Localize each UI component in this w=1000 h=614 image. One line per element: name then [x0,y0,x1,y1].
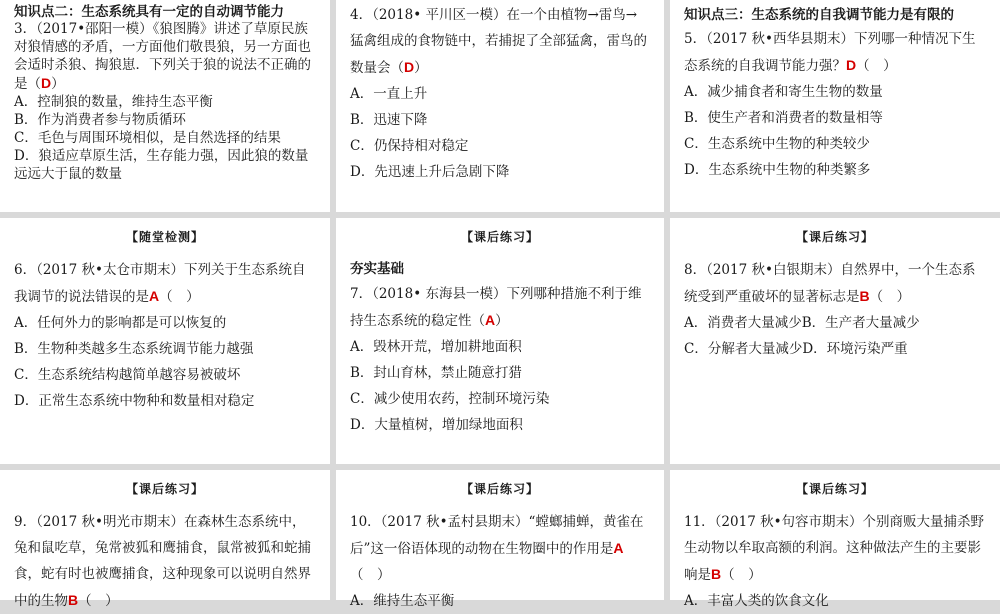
question-text: 3．（2017•邵阳一模）《狼图腾》讲述了草原民族对狼情感的矛盾，一方面他们敬畏狼，另一方面也会适时杀狼、掏狼崽．下列关于狼的说法不正确的是（ [14,21,311,92]
question-text: 8．（2017 秋•白银期末）自然界中，一个生态系统受到严重破坏的显著标志是 [684,262,976,305]
option-b: B．作为消费者参与物质循环 [14,112,186,128]
option-d: D．生态系统中生物的种类繁多 [684,162,871,178]
question-text: 4．（2018• 平川区一模）在一个由植物→雷鸟→猛禽组成的食物链中，若捕捉了全部猛禽，雷鸟的数量会（ [350,7,647,76]
question-text: 6．（2017 秋•太仓市期末）下列关于生态系统自我调节的说法错误的是 [14,262,306,305]
option-a: A．减少捕食者和寄生生物的数量 [684,84,883,100]
question-paren: （ ） [721,567,762,583]
question-paren: ） [51,76,65,92]
question-text: 11．（2017 秋•句容市期末）个别商贩大量捕杀野生动物以牟取高额的利润。这种做法产生的主要影响是 [684,514,985,583]
option-b: B．使生产者和消费者的数量相等 [684,110,883,126]
card-tag: 【课后练习】 [125,482,204,496]
card-tag: 【课后练习】 [795,482,874,496]
option-d: D．狼适应草原生活，生存能力强，因此狼的数量远远大于鼠的数量 [14,148,309,182]
question-stem [14,509,316,614]
knowledge-point-heading: 知识点三：生态系统的自我调节能力是有限的 [684,7,954,23]
option-d: D．大量植树，增加绿地面积 [350,417,523,433]
question-card-10 [336,470,664,609]
question-text: 7．（2018• 东海县一模）下列哪种措施不利于维持生态系统的稳定性（ [350,286,642,329]
question-card-9 [0,470,330,609]
option-c: C．仍保持相对稳定 [350,138,469,154]
option-c: C．生态系统结构越简单越容易被破坏 [14,367,241,383]
option-cd: C．分解者大量减少D．环境污染严重 [684,341,908,357]
question-stem [14,257,316,310]
question-stem [684,26,986,79]
question-text: 9．（2017 秋•明光市期末）在森林生态系统中，兔和鼠吃草，兔常被狐和鹰捕食，鼠常被狐和蛇捕食，蛇有时也被鹰捕食，这种现象可以说明自然界中的生物 [14,514,311,609]
question-text: 5．（2017 秋•西华县期末）下列哪一种情况下生态系统的自我调节能力强？ [684,31,976,74]
question-paren: （ ） [856,58,897,74]
option-c: C．毛色与周围环境相似，是自然选择的结果 [14,130,281,146]
option-d: D．正常生态系统中物种和数量相对稳定 [14,393,255,409]
question-card-3 [0,0,330,212]
option-a: A．维持生态平衡 [350,593,455,609]
question-card-5 [670,0,1000,212]
answer-mark: B [68,592,79,608]
question-stem [684,257,986,310]
question-card-7 [336,218,664,464]
question-paren: （ ） [350,567,391,583]
option-b: B．生物种类越多生态系统调节能力越强 [14,341,254,357]
question-stem [350,509,650,588]
knowledge-point-heading: 知识点二：生态系统具有一定的自动调节能力 [14,4,284,20]
answer-mark: D [41,75,52,91]
question-text: 10．（2017 秋•孟村县期末）“螳螂捕蝉，黄雀在后”这一俗语体现的动物在生物圈中的作用是 [350,514,644,557]
question-card-8 [670,218,1000,464]
question-card-6 [0,218,330,464]
question-paren: （ ） [159,289,200,305]
option-a: A．一直上升 [350,86,428,102]
question-stem [350,281,650,334]
answer-mark: A [149,288,160,304]
option-a: A．丰富人类的饮食文化 [684,593,829,609]
question-paren: ） [414,60,428,76]
option-a: A．控制狼的数量，维持生态平衡 [14,94,213,110]
answer-mark: A [613,540,624,556]
answer-mark: A [485,312,496,328]
card-tag: 【随堂检测】 [125,230,204,244]
section-heading: 夯实基础 [350,261,404,277]
option-d: D．先迅速上升后急剧下降 [350,164,510,180]
option-b: B．迅速下降 [350,112,428,128]
option-b: B．封山育林，禁止随意打猎 [350,365,522,381]
question-stem [684,509,986,588]
answer-mark: B [711,566,722,582]
card-tag: 【课后练习】 [460,482,539,496]
option-a: A．任何外力的影响都是可以恢复的 [14,315,227,331]
card-tag: 【课后练习】 [795,230,874,244]
card-tag: 【课后练习】 [460,230,539,244]
question-card-4 [336,0,664,212]
question-paren: ） [495,313,509,329]
option-ab: A．消费者大量减少B．生产者大量减少 [684,315,920,331]
answer-mark: D [846,57,857,73]
option-c: C．减少使用农药，控制环境污染 [350,391,550,407]
option-a: A．毁林开荒，增加耕地面积 [350,339,522,355]
answer-mark: D [404,59,415,75]
question-stem [350,2,650,81]
option-c: C．生态系统中生物的种类较少 [684,136,870,152]
question-stem [14,20,316,93]
answer-mark: B [859,288,870,304]
question-paren: （ ） [78,593,119,609]
question-paren: （ ） [869,289,911,305]
question-card-11 [670,470,1000,609]
